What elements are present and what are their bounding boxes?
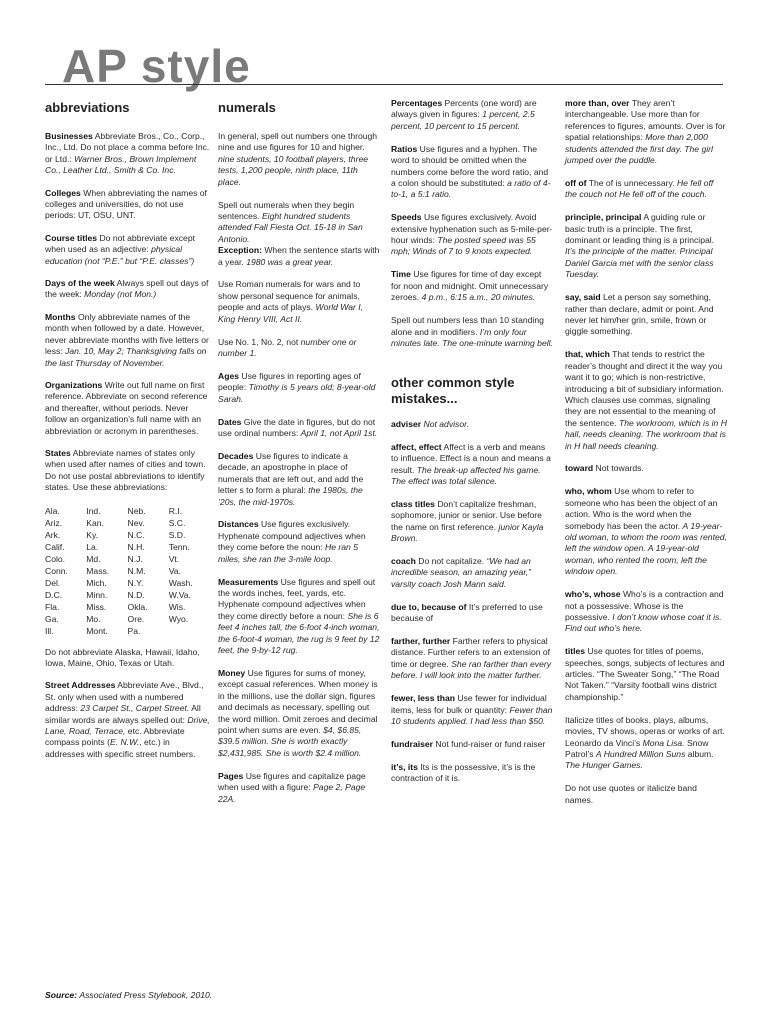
- states-row: [45, 565, 210, 577]
- state-abbreviation: Ill.: [45, 625, 54, 636]
- states-row: [45, 505, 210, 517]
- style-entry: Colleges When abbreviating the names of colleges and universities, do not use periods: UT, OSU, UNT.: [45, 187, 207, 221]
- states-row: [45, 577, 210, 589]
- entry-term: principle, principal: [565, 212, 642, 223]
- state-abbreviation: N.C.: [127, 529, 145, 540]
- spell-out-note: Spell out numbers less than 10 standing alone and in modifiers. I’m only four minutes late. The one-minute warning bell.: [391, 315, 553, 348]
- entry-term: who, whom: [565, 486, 612, 497]
- numerals-intro-1: In general, spell out numbers one through nine and use figures for 10 and higher. nine students, 10 football players, three tests, 1,200 people, ninth place, 11th place.: [218, 131, 378, 187]
- state-abbreviation: Pa.: [127, 625, 141, 636]
- states-row: [45, 589, 210, 601]
- titles-band-names: Do not use quotes or italicize band names.: [565, 783, 697, 805]
- style-entry: States Abbreviate names of states only when used after names of cities and town. Do not use postal abbreviations to identify states. Use these abbreviations:: [45, 447, 206, 493]
- state-abbreviation: Ga.: [45, 613, 59, 624]
- style-entry: Course titles Do not abbreviate except when used as an adjective: physical education (not “P.E.” but “P.E. classes”): [45, 232, 195, 266]
- column-abbreviations: [45, 100, 210, 771]
- entry-term: toward: [565, 463, 594, 474]
- style-entry: who, whom Use whom to refer to someone who has been the object of an action. Who is the word when the somebody has been the actor. A 19-year-old woman, to whom the room was rented, left the window open. A 19-year-old woman, who rented the room, left the window open.: [565, 486, 727, 577]
- col4-entries: [565, 98, 727, 703]
- numerals-intro-2: Spell out numerals when they begin sentences. Eight hundred students attended Fall Fiesta Oct. 15-18 in San Antonio. Exception: When the sentence starts with a year. 1980 was a great year.: [218, 199, 380, 267]
- style-entry: Time Use figures for time of day except for noon and midnight. Omit unnecessary zeroes. 4 p.m., 6:15 a.m., 20 minutes.: [391, 269, 549, 303]
- state-abbreviation: Mont.: [86, 625, 108, 636]
- state-abbreviation: Okla.: [127, 601, 148, 612]
- numerals-intro-4: Use No. 1, No. 2, not number one or number 1.: [218, 336, 357, 358]
- entry-term: Dates: [218, 416, 242, 427]
- state-abbreviation: S.C.: [168, 517, 186, 528]
- style-entry: Percentages Percents (one word) are always given in figures: 1 percent, 2.5 percent, 10 percent to 15 percent.: [391, 98, 537, 131]
- state-abbreviation: Wis.: [168, 601, 186, 612]
- state-abbreviation: Mass.: [86, 565, 110, 576]
- state-abbreviation: Md.: [86, 553, 101, 564]
- entry-term: Businesses: [45, 131, 93, 141]
- state-abbreviation: Del.: [45, 577, 61, 588]
- state-abbreviation: Ore.: [127, 613, 145, 624]
- title-rule: [45, 84, 723, 85]
- state-abbreviation: Conn.: [45, 565, 68, 576]
- states-row: [45, 601, 210, 613]
- entry-term: fundraiser: [391, 738, 434, 749]
- section-heading-abbreviations: abbreviations: [45, 100, 130, 115]
- style-entry: principle, principal A guiding rule or basic truth is a principle. The first, dominant or leading thing is a principal. It’s the principle of the matter. Principal Daniel Garcia met with the senior class Tuesday.: [565, 212, 715, 280]
- style-entry: affect, effect Affect is a verb and means to influence. Effect is a noun and means a result. The break-up affected his game. The effect was total silence.: [391, 441, 551, 486]
- section-heading-numerals: numerals: [218, 100, 276, 115]
- entry-term: Decades: [218, 450, 254, 461]
- col3-entries: [391, 98, 553, 304]
- entry-term: coach: [391, 555, 416, 566]
- entry-term: Distances: [218, 519, 259, 530]
- states-row: [45, 625, 210, 637]
- entry-street-addresses: Street Addresses Abbreviate Ave., Blvd., St. only when used with a numbered address: 23 Carpet St., Carpet Street. All similar words are always spelled out: Drive, Lane, Road, Terrace, etc. Abbreviate compass points (E. N.W., etc.) in addresses with specific street numbers.: [45, 680, 210, 759]
- entry-term: more than, over: [565, 98, 630, 108]
- states-note: Do not abbreviate Alaska, Hawaii, Idaho, Iowa, Maine, Ohio, Texas or Utah.: [45, 646, 200, 668]
- style-entry: farther, further Farther refers to physical distance. Further refers to an extension of time or degree. She ran farther than every before. I will look into the matter further.: [391, 636, 552, 681]
- style-entry: more than, over They aren’t interchangeable. Use more than for references to figures, amounts. Over is for spatial relationships: More than 2,000 students attended the first day. The girl jumped over the puddle.: [565, 98, 726, 166]
- state-abbreviation: R.I.: [168, 505, 183, 516]
- entry-term: Percentages: [391, 98, 443, 108]
- entry-term: due to, because of: [391, 601, 467, 612]
- style-entry: fewer, less than Use fewer for individual items, less for bulk or quantity: Fewer than 10 students applied. I had less than $50.: [391, 693, 553, 726]
- entry-term: farther, further: [391, 636, 451, 646]
- entry-term: States: [45, 447, 71, 458]
- column-four: [565, 98, 727, 818]
- state-abbreviation: [169, 625, 210, 637]
- entry-term: adviser: [391, 418, 422, 429]
- style-entry: Organizations Write out full name on first reference. Abbreviate on second reference and thereafter, without periods. Never follow an organization’s full name with an abbreviation or acronym in parentheses.: [45, 379, 208, 436]
- style-entry: that, which That tends to restrict the reader’s thought and direct it the way you want it to go; which is non-restrictive, introducing a bit of subsidiary information. Which clauses use commas, signaling they are not essential to the meaning of the sentence. The workroom, which is in H hall, needs cleaning. The workroom that is in H hall needs cleaning.: [565, 349, 727, 451]
- entry-term: Street Addresses: [45, 680, 116, 691]
- style-entry: Distances Use figures exclusively. Hyphenate compound adjectives when they come before the noun: He ran 5 miles, she ran the 3-mile loop.: [218, 519, 366, 564]
- state-abbreviation: W.Va.: [168, 589, 191, 600]
- numerals-entries: [218, 371, 380, 805]
- entry-term: say, said: [565, 292, 601, 303]
- state-abbreviation: N.D.: [127, 589, 145, 600]
- state-abbreviation: Ala.: [45, 505, 60, 516]
- entry-term: affect, effect: [391, 441, 442, 452]
- states-row: [45, 529, 210, 541]
- column-numerals: [218, 100, 380, 816]
- source-citation: Source: Associated Press Stylebook, 2010.: [45, 990, 213, 1000]
- entry-term: Pages: [218, 770, 244, 781]
- style-entry: fundraiser Not fund-raiser or fund raiser: [391, 738, 546, 749]
- state-abbreviation: La.: [86, 541, 99, 552]
- style-entry: Decades Use figures to indicate a decade, an apostrophe in place of numerals that are left out, and add the letter s to form a plural: the 1980s, the ’20s, the mid-1970s.: [218, 450, 364, 507]
- entry-term: that, which: [565, 349, 610, 360]
- section-heading-mistakes: other common style mistakes...: [391, 374, 515, 406]
- style-entry: coach Do not capitalize. “We had an incredible season, an amazing year,” varsity coach Josh Mann said.: [391, 555, 531, 589]
- state-abbreviation: Va.: [168, 565, 181, 576]
- state-abbreviation: Ky.: [86, 529, 99, 540]
- states-row: [45, 517, 210, 529]
- entry-term: Measurements: [218, 576, 279, 587]
- style-entry: Money Use figures for sums of money, except casual references. When money is in the millions, use the dollar sign, figures and decimals as necessary, spelling out the word million. Omit zeroes and decimal point when sums are even. $4, $6.85, $39.5 million. She is worth exactly $2,431,985. She is worth $2.4 million.: [218, 667, 378, 758]
- states-row: [45, 553, 210, 565]
- style-entry: Measurements Use figures and spell out the words inches, feet, yards, etc. Hyphenate compound adjectives when they come directly before a noun: She is 6 feet 4 inches tall, the 6-foot 4-inch woman, the 6-foot-4 woman, the rug is 9 feet by 12 feet, the 9-by-12 rug.: [218, 576, 380, 656]
- entry-term: Money: [218, 667, 246, 678]
- state-abbreviation: Wyo.: [168, 613, 189, 624]
- titles-italicize: Italicize titles of books, plays, albums, movies, TV shows, operas or works of art. Leonardo da Vinci’s Mona Lisa. Snow Patrol’s A Hundred Million Suns album. The Hunger Games.: [565, 714, 725, 771]
- style-entry: Businesses Abbreviate Bros., Co., Corp., Inc., Ltd. Do not place a comma before Inc. or Ltd.: Warner Bros., Brown Implement Co., Leather Ltd., Smith & Co. Inc.: [45, 131, 210, 176]
- numerals-intro-3: Use Roman numerals for wars and to show personal sequence for animals, people and acts of plays. World War I, King Henry VIII, Act II.: [218, 279, 364, 324]
- state-abbreviation: N.J.: [127, 553, 143, 564]
- entry-term: Days of the week: [45, 278, 115, 289]
- state-abbreviation: Colo.: [45, 553, 66, 564]
- state-abbreviation: Kan.: [86, 517, 104, 528]
- entry-term: off of: [565, 177, 587, 188]
- state-abbreviation: Ariz.: [45, 517, 63, 528]
- entry-term: Speeds: [391, 212, 422, 223]
- state-abbreviation: Wash.: [168, 577, 193, 588]
- entry-term: Ratios: [391, 143, 418, 154]
- state-abbreviation: Ark.: [45, 529, 61, 540]
- entry-term: Organizations: [45, 379, 103, 390]
- state-abbreviation: Nev.: [127, 517, 145, 528]
- state-abbreviation: S.D.: [168, 529, 186, 540]
- states-table: [45, 505, 210, 637]
- style-entry: Speeds Use figures exclusively. Avoid extensive hyphenation such as 5-mile-per-hour winds: The posted speed was 55 mph; Winds of 7 to 9 knots expected.: [391, 212, 553, 257]
- style-entry: Ages Use figures in reporting ages of people: Timothy is 5 years old; 8-year-old Sarah.: [218, 370, 376, 404]
- state-abbreviation: Mo.: [86, 613, 101, 624]
- entry-term: Time: [391, 269, 411, 280]
- state-abbreviation: Tenn.: [168, 541, 190, 552]
- entry-term: Months: [45, 311, 76, 322]
- state-abbreviation: N.Y.: [127, 577, 144, 588]
- state-abbreviation: Fla.: [45, 601, 60, 612]
- style-entry: it’s, its Its is the possessive, it’s is the contraction of it is.: [391, 761, 536, 784]
- state-abbreviation: Neb.: [127, 505, 146, 516]
- entry-term: fewer, less than: [391, 693, 456, 704]
- style-entry: Pages Use figures and capitalize page when used with a figure: Page 2, Page 22A.: [218, 770, 366, 804]
- style-entry: Ratios Use figures and a hyphen. The word to should be omitted when the numbers come before the word ratio, and a colon should be substituted: a ratio of 4-to-1, a 5:1 ratio.: [391, 143, 551, 200]
- state-abbreviation: Ind.: [86, 505, 101, 516]
- state-abbreviation: Calif.: [45, 541, 65, 552]
- state-abbreviation: N.H.: [127, 541, 145, 552]
- entry-term: it’s, its: [391, 761, 418, 772]
- entry-term: Course titles: [45, 232, 98, 243]
- state-abbreviation: Miss.: [86, 601, 107, 612]
- style-entry: adviser Not advisor.: [391, 418, 470, 429]
- state-abbreviation: Vt.: [168, 553, 180, 564]
- states-row: [45, 541, 210, 553]
- entry-term: Ages: [218, 370, 240, 381]
- page-title: AP style: [62, 40, 251, 92]
- states-row: [45, 613, 210, 625]
- entry-term: who’s, whose: [565, 589, 621, 600]
- style-entry: titles Use quotes for titles of poems, speeches, songs, subjects of lectures and articles. “The Sweater Song,” “The Road Not Taken.” “Varsity football wins district championship.”: [565, 646, 725, 702]
- style-entry: Dates Give the date in figures, but do not use ordinal numbers: April 1, not April 1st.: [218, 416, 378, 439]
- state-abbreviation: Minn.: [86, 589, 108, 600]
- abbreviations-entries: [45, 131, 210, 494]
- entry-term: titles: [565, 646, 586, 657]
- mistakes-entries: [391, 419, 553, 785]
- style-entry: say, said Let a person say something, rather than declare, admit or point. And never let him/her grin, smile, frown or giggle something.: [565, 292, 714, 337]
- state-abbreviation: N.M.: [127, 565, 146, 576]
- style-entry: class titles Don’t capitalize freshman, sophomore, junior or senior. Use before the name on first reference. junior Kayla Brown.: [391, 498, 544, 544]
- style-entry: off of The of is unnecessary. He fell off the couch not He fell off of the couch.: [565, 177, 714, 200]
- style-entry: toward Not towards.: [565, 463, 644, 474]
- style-entry: who’s, whose Who’s is a contraction and not a possessive. Whose is the possessive. I don’t know whose coat it is. Find out who’s here.: [565, 589, 724, 634]
- entry-term: class titles: [391, 498, 435, 509]
- style-entry: due to, because of It’s preferred to use because of: [391, 601, 543, 624]
- style-entry: Days of the week Always spell out days of the week: Monday (not Mon.): [45, 278, 209, 300]
- state-abbreviation: D.C.: [45, 589, 63, 600]
- column-three: [391, 98, 553, 796]
- style-entry: Months Only abbreviate names of the month when followed by a date. However, never abbreviate months with five letters or less: Jan. 10, May 2; Thanksgiving falls on the last Thursday of November.: [45, 311, 209, 368]
- state-abbreviation: Mich.: [86, 577, 107, 588]
- entry-term: Colleges: [45, 187, 81, 198]
